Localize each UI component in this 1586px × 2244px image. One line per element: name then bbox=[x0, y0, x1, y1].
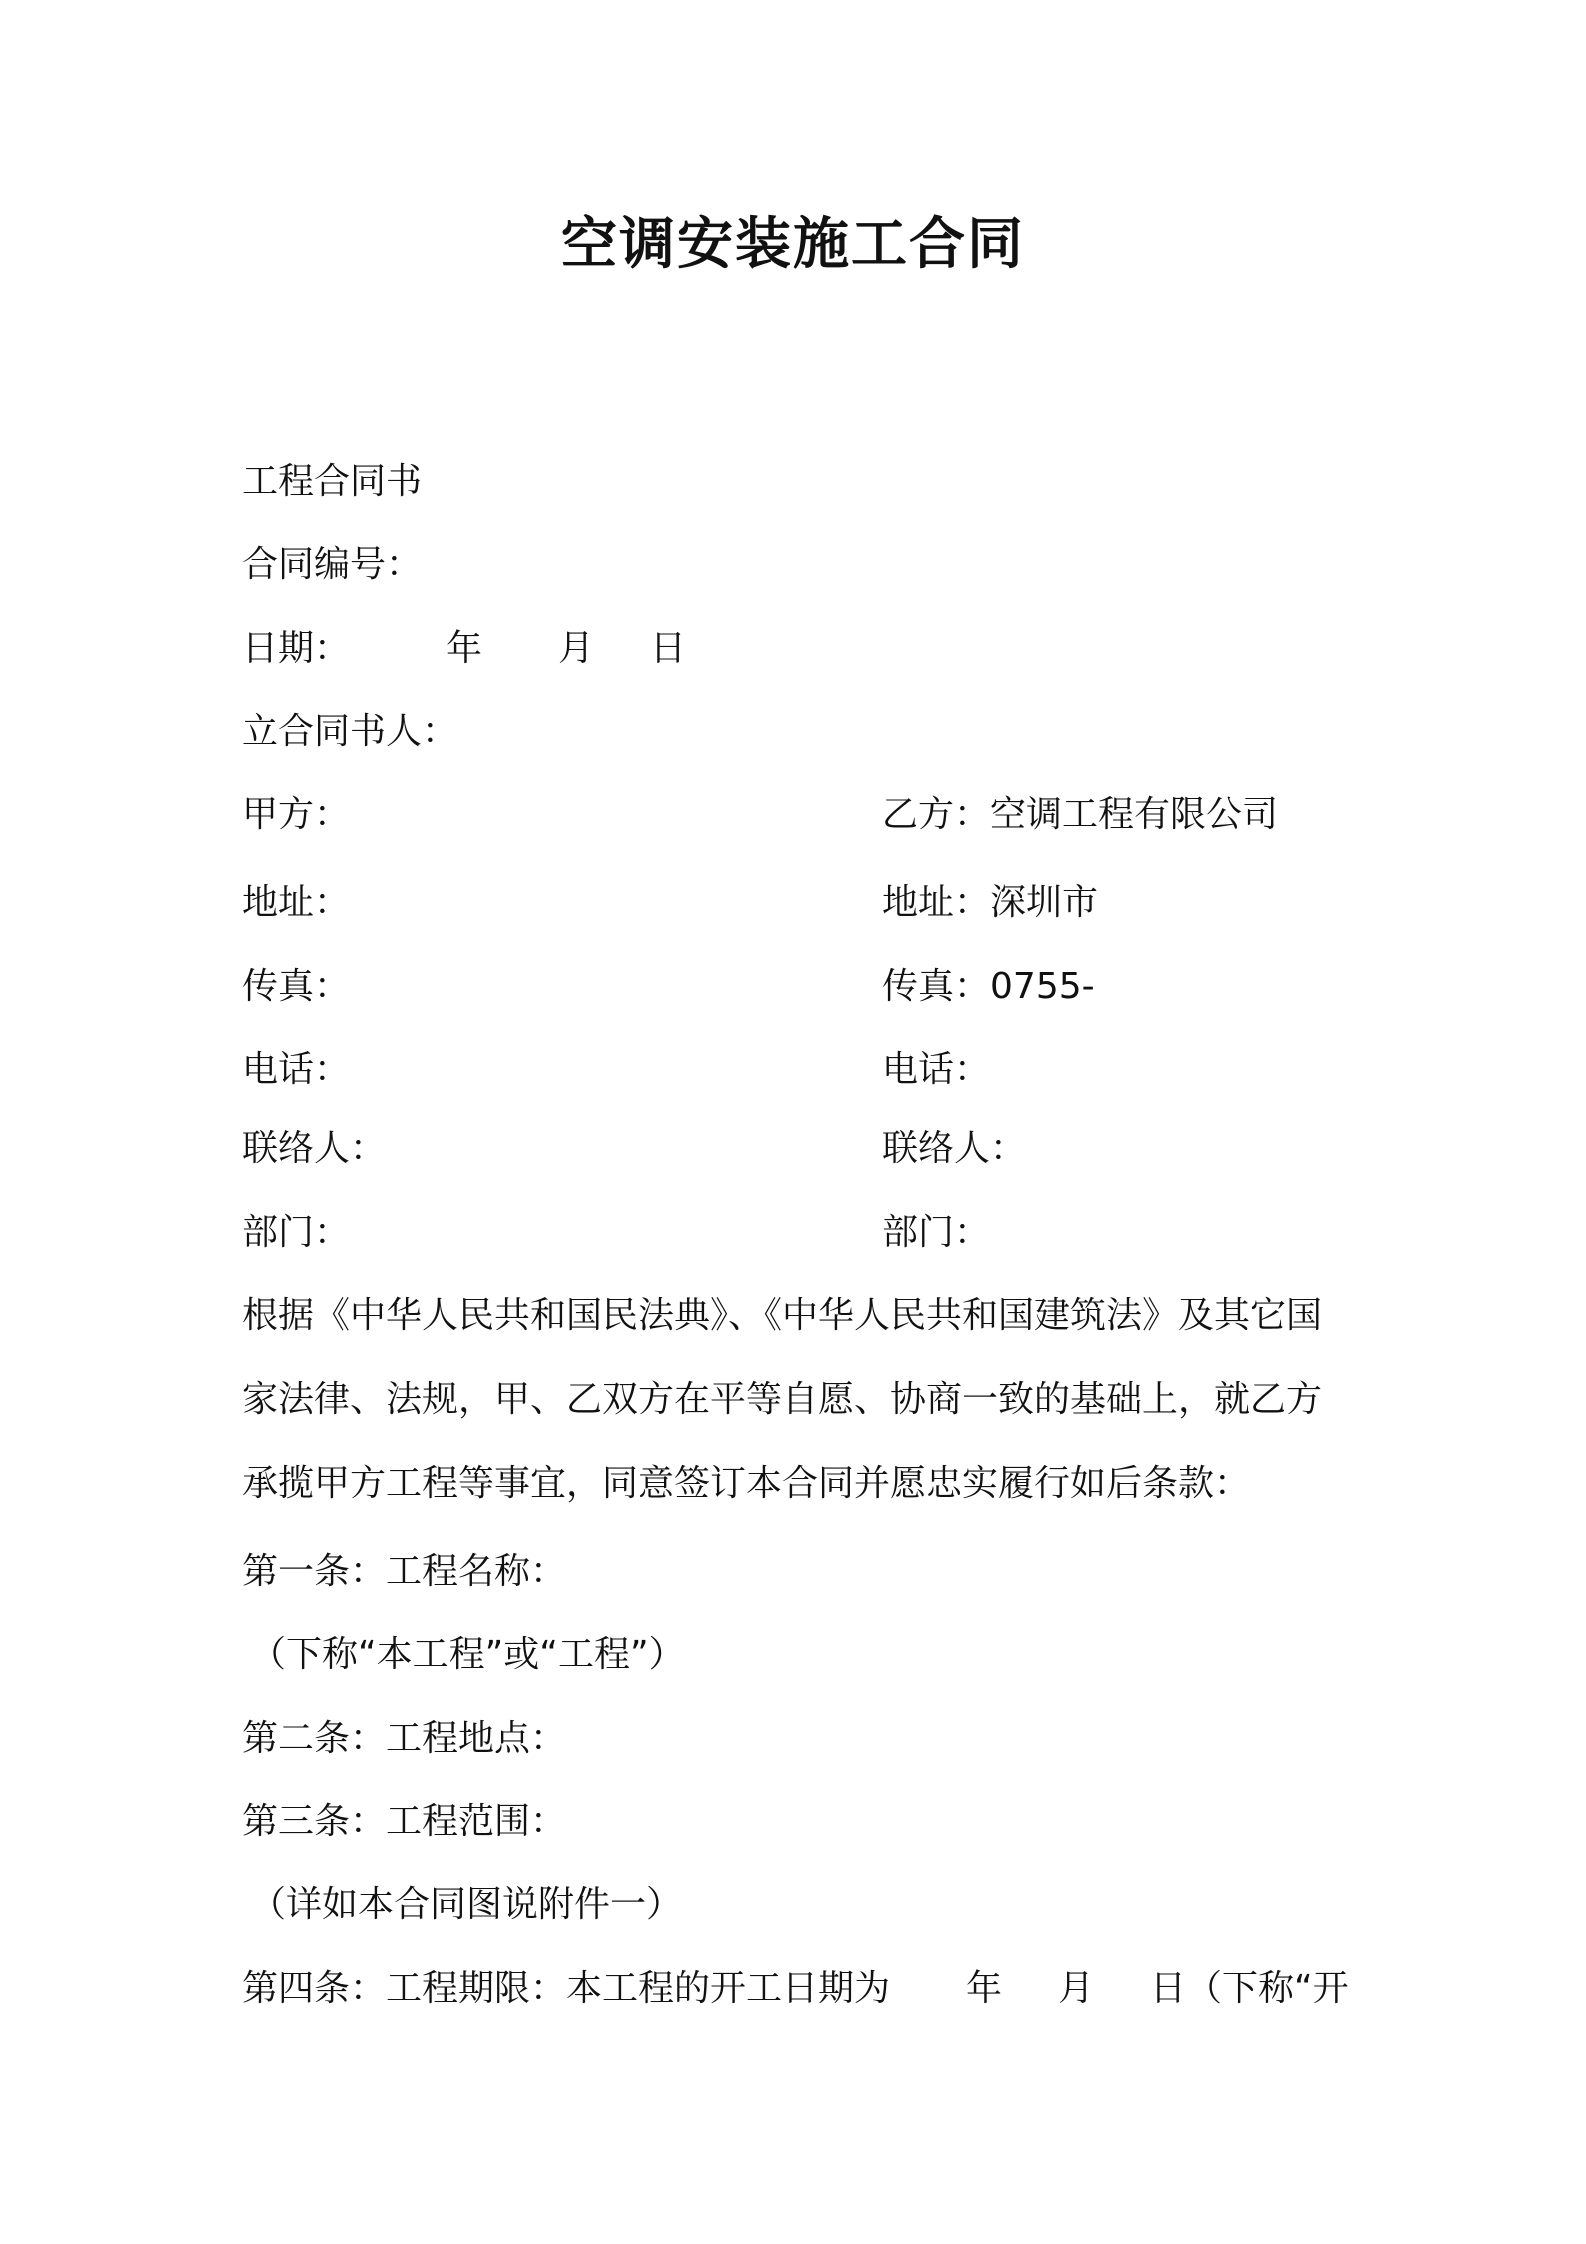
date-day: 日 bbox=[650, 628, 687, 669]
article-4 bbox=[242, 1964, 1349, 2014]
article-2: 第二条：工程地点： bbox=[242, 1718, 567, 1759]
date-line bbox=[242, 624, 686, 674]
article-4-year: 年 bbox=[966, 1968, 1003, 2009]
party-b-fax-label: 传真： bbox=[882, 966, 991, 1007]
party-a-fax-label: 传真： bbox=[242, 966, 351, 1007]
party-b-address-value: 深圳市 bbox=[990, 882, 1099, 923]
date-month: 月 bbox=[558, 628, 595, 669]
party-b-name bbox=[882, 790, 1278, 840]
party-b-address-label: 地址： bbox=[882, 882, 991, 923]
party-b-fax bbox=[882, 962, 1095, 1012]
party-b-phone-label: 电话： bbox=[882, 1049, 991, 1090]
party-a-address-label: 地址： bbox=[242, 882, 351, 923]
preamble-line: 家法律、法规，甲、乙双方在平等自愿、协商一致的基础上，就乙方 bbox=[242, 1379, 1323, 1420]
signatories-label: 立合同书人： bbox=[242, 711, 459, 752]
date-label: 日期： bbox=[242, 628, 351, 669]
party-a-contact-label: 联络人： bbox=[242, 1128, 387, 1169]
party-b-name-label: 乙方： bbox=[882, 794, 991, 835]
document-title: 空调安装施工合同 bbox=[561, 212, 1025, 277]
party-a-dept-label: 部门： bbox=[242, 1212, 351, 1253]
contract-number-label: 合同编号： bbox=[242, 544, 423, 585]
article-1-note: （下称“本工程”或“工程”） bbox=[250, 1634, 685, 1675]
party-a-name-label: 甲方： bbox=[242, 794, 351, 835]
party-b-name-value: 空调工程有限公司 bbox=[990, 794, 1279, 835]
preamble-paragraph bbox=[242, 1274, 1352, 1526]
date-year: 年 bbox=[446, 628, 483, 669]
article-4-prefix: 第四条：工程期限：本工程的开工日期为 bbox=[242, 1968, 891, 2009]
preamble-line: 承揽甲方工程等事宜，同意签订本合同并愿忠实履行如后条款： bbox=[242, 1463, 1251, 1504]
article-3-note: （详如本合同图说附件一） bbox=[250, 1884, 683, 1925]
article-3: 第三条：工程范围： bbox=[242, 1801, 567, 1842]
article-1: 第一条：工程名称： bbox=[242, 1551, 567, 1592]
preamble-line: 根据《中华人民共和国民法典》、《中华人民共和国建筑法》及其它国 bbox=[242, 1295, 1323, 1336]
party-a-phone-label: 电话： bbox=[242, 1049, 351, 1090]
party-b-fax-value: 0755- bbox=[990, 966, 1095, 1007]
article-4-month: 月 bbox=[1058, 1968, 1095, 2009]
contract-heading: 工程合同书 bbox=[242, 461, 423, 502]
party-b-contact-label: 联络人： bbox=[882, 1128, 1027, 1169]
article-4-day: 日（下称“开 bbox=[1150, 1968, 1349, 2009]
party-b-dept-label: 部门： bbox=[882, 1212, 991, 1253]
party-b-address bbox=[882, 878, 1098, 928]
